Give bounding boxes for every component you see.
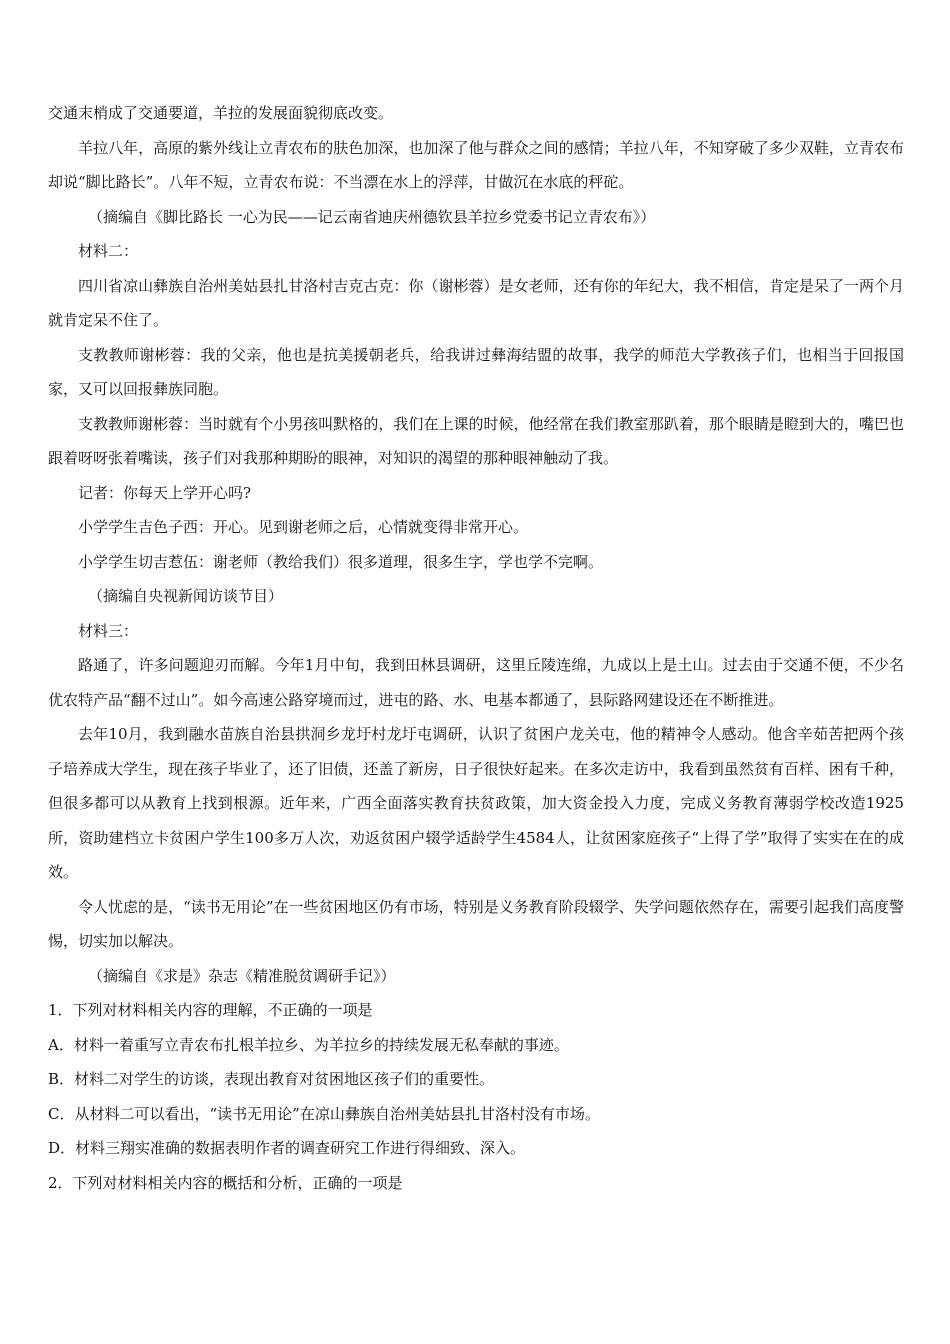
question-1: 1．下列对材料相关内容的理解，不正确的一项是 [48, 1001, 373, 1019]
interview-xiebinrong-1: 支教教师谢彬蓉：我的父亲，他也是抗美援朝老兵，给我讲过彝海结盟的故事，我学的师范大学教孩子们，也相当于回报国家，又可以回报彝族同胞。 [48, 345, 904, 398]
question-1-option-a: A．材料一着重写立青农布扎根羊拉乡、为羊拉乡的持续发展无私奉献的事迹。 [48, 1035, 569, 1054]
paragraph-lijingnongbu: 羊拉八年，高原的紫外线让立青农布的肤色加深，也加深了他与群众之间的感情；羊拉八年，不知穿破了多少双鞋，立青农布却说“脚比路长”。八年不短，立青农布说：不当漂在水上的浮萍，甘做沉在水底的秤砣。 [48, 138, 904, 191]
material-3-heading: 材料三： [78, 621, 139, 640]
interview-jikeguke: 四川省凉山彝族自治州美姑县扎甘洛村吉克古克：你（谢彬蓉）是女老师，还有你的年纪大，我不相信，肯定是呆了一两个月就肯定呆不住了。 [48, 276, 904, 329]
source-note-material-1: （摘编自《脚比路长 一心为民——记云南省迪庆州德钦县羊拉乡党委书记立青农布》） [88, 207, 656, 226]
paragraph-roads: 路通了，许多问题迎刃而解。今年1月中旬，我到田林县调研，这里丘陵连绵，九成以上是土山。过去由于交通不便，不少名优农特产品“翻不过山”。如今高速公路穿境而过，进屯的路、水、电基本都通了，县际路网建设还在不断推进。 [48, 656, 904, 709]
question-1-option-d: D．材料三翔实准确的数据表明作者的调查研究工作进行得细致、深入。 [48, 1139, 526, 1157]
interview-reporter: 记者：你每天上学开心吗? [78, 483, 252, 502]
material-2-heading: 材料二： [78, 242, 139, 260]
question-2: 2．下列对材料相关内容的概括和分析，正确的一项是 [48, 1173, 403, 1192]
interview-student-1: 小学学生吉色子西：开心。见到谢老师之后，心情就变得非常开心。 [78, 518, 529, 536]
question-1-option-c: C．从材料二可以看出，“读书无用论”在凉山彝族自治州美姑县扎甘洛村没有市场。 [48, 1104, 600, 1123]
interview-xiebinrong-2: 支教教师谢彬蓉：当时就有个小男孩叫默格的，我们在上课的时候，他经常在我们教室那趴着，那个眼睛是瞪到大的，嘴巴也跟着呀呀张着嘴读，孩子们对我那种期盼的眼神，对知识的渴望的那种眼神触动了我。 [48, 414, 904, 467]
document-page [48, 96, 904, 1200]
paragraph-education: 去年10月，我到融水苗族自治县拱洞乡龙圩村龙圩屯调研，认识了贫困户龙关屯，他的精神令人感动。他含辛茹苦把两个孩子培养成大学生，现在孩子毕业了，还了旧债，还盖了新房，日子很快好起来。在多次走访中，我看到虽然贫有百样、困有千种，但很多都可以从教育上找到根源。近年来，广西全面落实教育扶贫政策，加大资金投入力度，完成义务教育薄弱学校改造1925所，资助建档立卡贫困户学生100多万人次，劝返贫困户辍学适龄学生4584人，让贫困家庭孩子“上得了学”取得了实实在在的成效。 [48, 725, 904, 881]
source-note-material-2: （摘编自央视新闻访谈节目） [88, 587, 284, 605]
question-1-option-b: B．材料二对学生的访谈，表现出教育对贫困地区孩子们的重要性。 [48, 1070, 495, 1088]
paragraph-concern: 令人忧虑的是，“读书无用论”在一些贫困地区仍有市场，特别是义务教育阶段辍学、失学问题依然存在，需要引起我们高度警惕，切实加以解决。 [48, 897, 904, 950]
paragraph-continuation: 交通末梢成了交通要道，羊拉的发展面貌彻底改变。 [48, 104, 394, 122]
source-note-material-3: （摘编自《求是》杂志《精准脱贫调研手记》） [88, 966, 396, 985]
interview-student-2: 小学学生切吉惹伍：谢老师（教给我们）很多道理，很多生字，学也学不完啊。 [78, 552, 604, 571]
